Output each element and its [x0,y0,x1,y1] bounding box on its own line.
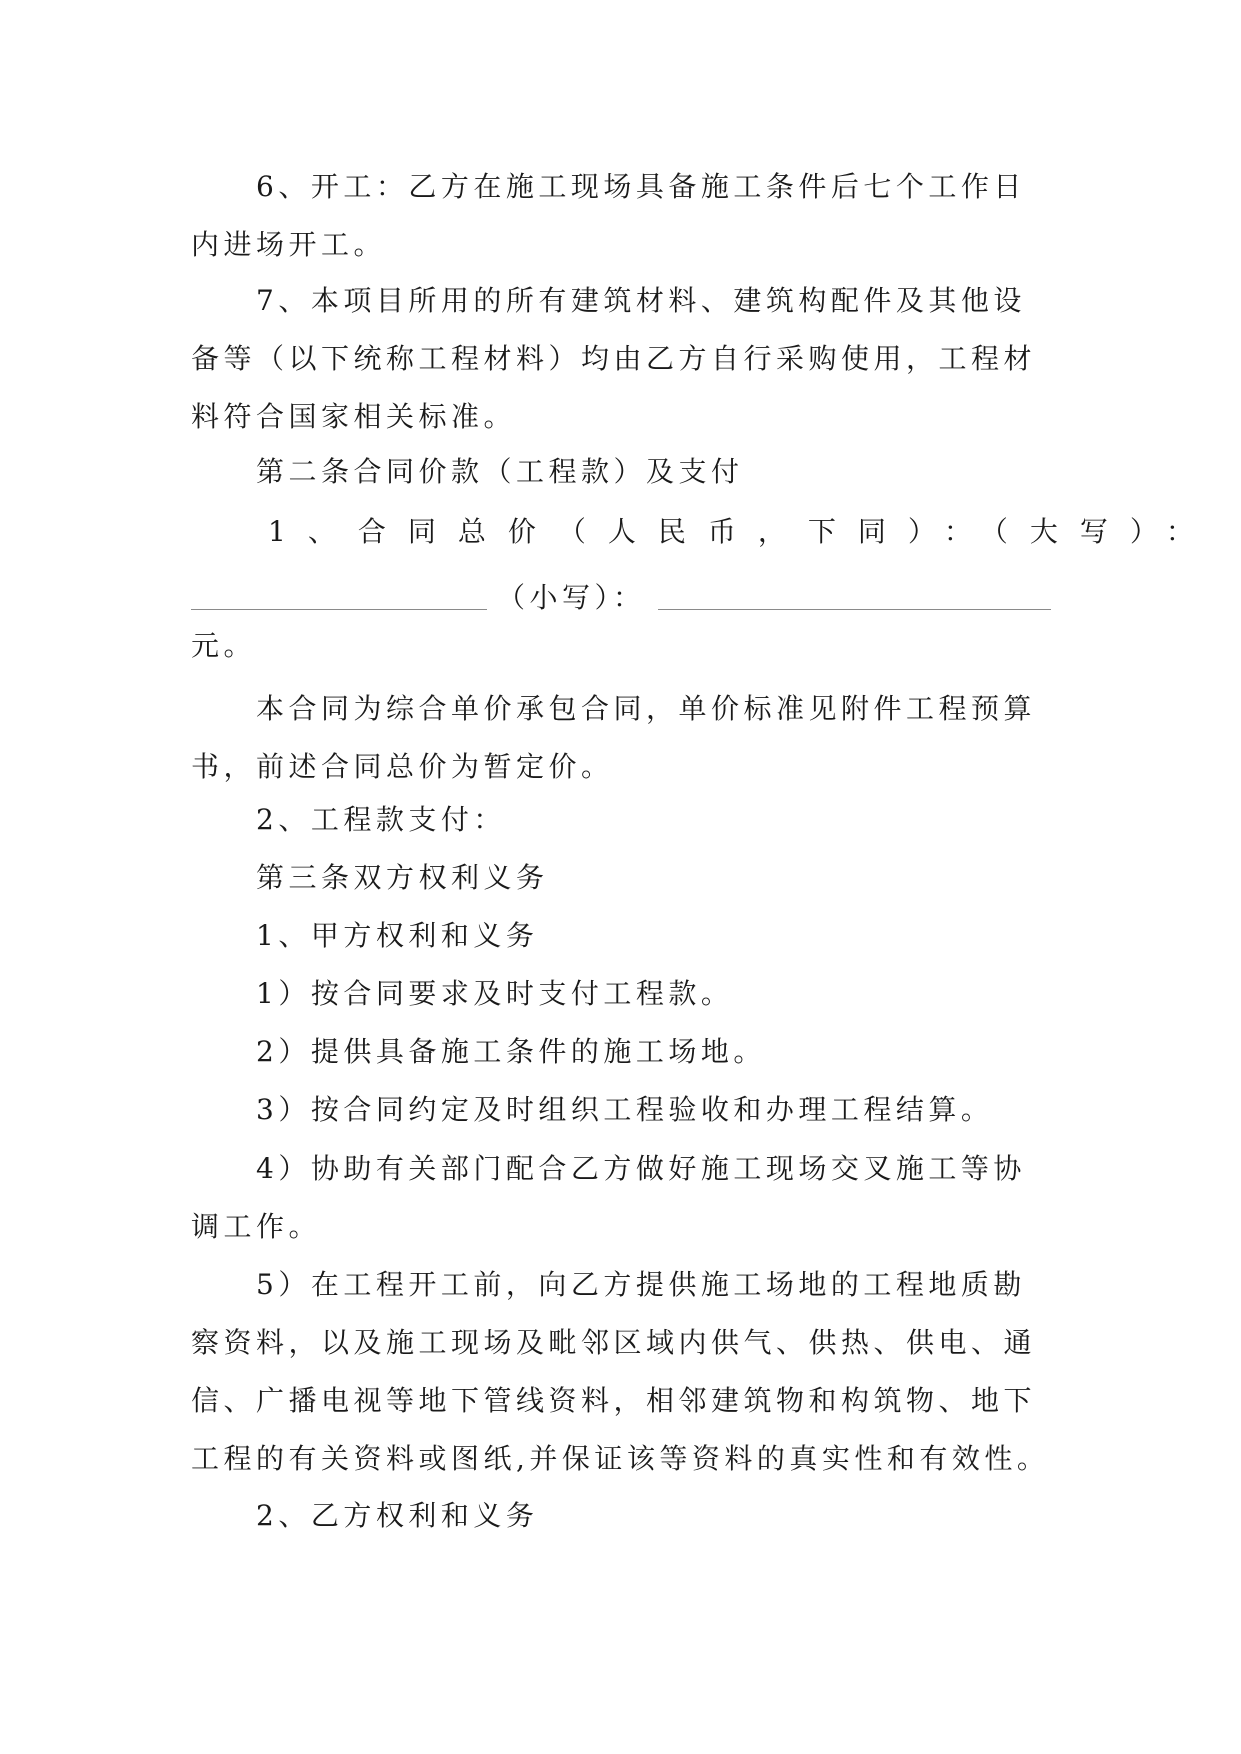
clause-7-materials: 7、本项目所用的所有建筑材料、建筑构配件及其他设备等（以下统称工程材料）均由乙方自行采购使用，工程材料符合国家相关标准。 [191,284,1037,433]
article-2-title: 第二条合同价款（工程款）及支付 [256,455,744,488]
price-lowercase-label: （小写）： [497,581,646,614]
payment-clause: 2、工程款支付： [256,803,506,836]
price-uppercase-blank [191,589,487,610]
party-a-item-5: 5）在工程开工前，向乙方提供施工场地的工程地质勘察资料，以及施工现场及毗邻区域内供气、供热、供电、通信、广播电视等地下管线资料，相邻建筑物和构筑物、地下工程的有关资料或图纸,并保证该等资料的真实性和有效性。 [191,1268,1050,1475]
article-3-title: 第三条双方权利义务 [256,861,549,894]
clause-6-start-work: 6、开工：乙方在施工现场具备施工条件后七个工作日内进场开工。 [191,170,1026,261]
total-price-line: 1、合同总价（人民币，下同）：（大写）： [268,515,1216,548]
party-a-item-3: 3）按合同约定及时组织工程验收和办理工程结算。 [256,1093,994,1126]
price-blank-row [191,578,1051,618]
price-lowercase-blank [658,589,1051,610]
price-unit: 元。 [191,629,257,662]
party-b-title: 2、乙方权利和义务 [256,1499,539,1532]
party-a-title: 1、甲方权利和义务 [256,919,539,952]
unit-price-note: 本合同为综合单价承包合同，单价标准见附件工程预算书，前述合同总价为暂定价。 [191,692,1037,783]
party-a-item-2: 2）提供具备施工条件的施工场地。 [256,1035,766,1068]
party-a-item-1: 1）按合同要求及时支付工程款。 [256,977,734,1010]
party-a-item-4: 4）协助有关部门配合乙方做好施工现场交叉施工等协调工作。 [191,1152,1026,1243]
